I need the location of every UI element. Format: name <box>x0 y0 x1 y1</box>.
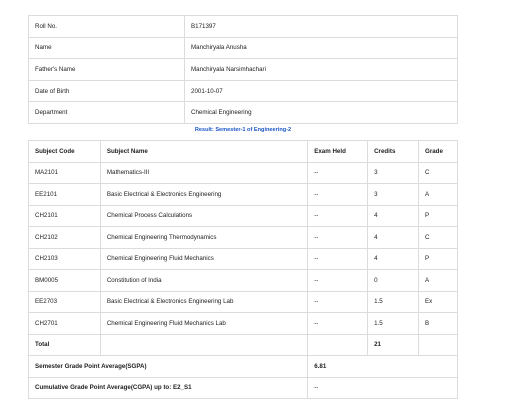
credits-cell: 3 <box>368 162 419 184</box>
info-value: B171397 <box>185 16 458 38</box>
subject-name-cell: Chemical Engineering Fluid Mechanics Lab <box>100 313 307 335</box>
info-row <box>29 80 458 102</box>
table-row <box>29 248 458 270</box>
credits-cell: 3 <box>368 184 419 206</box>
sgpa-label: Semester Grade Point Average(SGPA) <box>29 356 308 378</box>
sgpa-value: 6.81 <box>308 356 458 378</box>
subject-code-cell: CH2102 <box>29 227 101 249</box>
subject-name-cell: Mathematics-III <box>100 162 307 184</box>
cgpa-value: -- <box>308 377 458 399</box>
total-empty-name <box>100 334 307 356</box>
credits-cell: 4 <box>368 205 419 227</box>
grade-cell: C <box>419 162 458 184</box>
grade-cell: B <box>419 313 458 335</box>
subject-name-cell: Chemical Engineering Thermodynamics <box>100 227 307 249</box>
credits-cell: 1.5 <box>368 313 419 335</box>
result-title: Result: Semester-1 of Engineering-2 <box>194 127 292 133</box>
results-body <box>29 162 458 334</box>
table-row <box>29 291 458 313</box>
info-row <box>29 102 458 124</box>
table-row <box>29 313 458 335</box>
subject-name-cell: Chemical Process Calculations <box>100 205 307 227</box>
credits-cell: 4 <box>368 227 419 249</box>
subject-code-cell: BM0005 <box>29 270 101 292</box>
info-row <box>29 59 458 81</box>
subject-code-cell: EE2703 <box>29 291 101 313</box>
cgpa-label: Cumulative Grade Point Average(CGPA) up to: E2_S1 <box>29 377 308 399</box>
info-label: Father's Name <box>29 59 185 81</box>
total-empty-exam <box>308 334 368 356</box>
credits-cell: 4 <box>368 248 419 270</box>
exam-held-cell: -- <box>308 184 368 206</box>
student-info-table <box>28 15 458 124</box>
col-exam-held: Exam Held <box>308 141 368 163</box>
subject-name-cell: Constitution of India <box>100 270 307 292</box>
info-label: Department <box>29 102 185 124</box>
exam-held-cell: -- <box>308 205 368 227</box>
credits-cell: 0 <box>368 270 419 292</box>
results-table <box>28 140 458 399</box>
subject-name-cell: Basic Electrical & Electronics Engineering <box>100 184 307 206</box>
subject-name-cell: Basic Electrical & Electronics Engineering Lab <box>100 291 307 313</box>
exam-held-cell: -- <box>308 313 368 335</box>
total-row <box>29 334 458 356</box>
col-subject-name: Subject Name <box>100 141 307 163</box>
grade-cell: C <box>419 227 458 249</box>
grade-cell: Ex <box>419 291 458 313</box>
grade-cell: P <box>419 205 458 227</box>
info-value: Chemical Engineering <box>185 102 458 124</box>
total-credits: 21 <box>368 334 419 356</box>
exam-held-cell: -- <box>308 248 368 270</box>
sgpa-row <box>29 356 458 378</box>
subject-code-cell: CH2701 <box>29 313 101 335</box>
info-label: Roll No. <box>29 16 185 38</box>
info-label: Name <box>29 37 185 59</box>
subject-code-cell: EE2101 <box>29 184 101 206</box>
subject-code-cell: CH2103 <box>29 248 101 270</box>
exam-held-cell: -- <box>308 162 368 184</box>
total-empty-grade <box>419 334 458 356</box>
exam-held-cell: -- <box>308 270 368 292</box>
info-value: Manchiryala Anusha <box>185 37 458 59</box>
table-row <box>29 184 458 206</box>
credits-cell: 1.5 <box>368 291 419 313</box>
info-value: 2001-10-07 <box>185 80 458 102</box>
student-info-body <box>29 16 458 124</box>
subject-code-cell: MA2101 <box>29 162 101 184</box>
col-grade: Grade <box>419 141 458 163</box>
grade-cell: A <box>419 184 458 206</box>
table-row <box>29 162 458 184</box>
exam-held-cell: -- <box>308 227 368 249</box>
grade-cell: P <box>419 248 458 270</box>
col-subject-code: Subject Code <box>29 141 101 163</box>
cgpa-row <box>29 377 458 399</box>
exam-held-cell: -- <box>308 291 368 313</box>
total-label: Total <box>29 334 101 356</box>
info-row <box>29 16 458 38</box>
table-row <box>29 270 458 292</box>
info-label: Date of Birth <box>29 80 185 102</box>
info-value: Manchiryala Narsimhachari <box>185 59 458 81</box>
table-row <box>29 205 458 227</box>
subject-code-cell: CH2101 <box>29 205 101 227</box>
grade-cell: A <box>419 270 458 292</box>
subject-name-cell: Chemical Engineering Fluid Mechanics <box>100 248 307 270</box>
table-row <box>29 227 458 249</box>
info-row <box>29 37 458 59</box>
col-credits: Credits <box>368 141 419 163</box>
results-header-row <box>29 141 458 163</box>
